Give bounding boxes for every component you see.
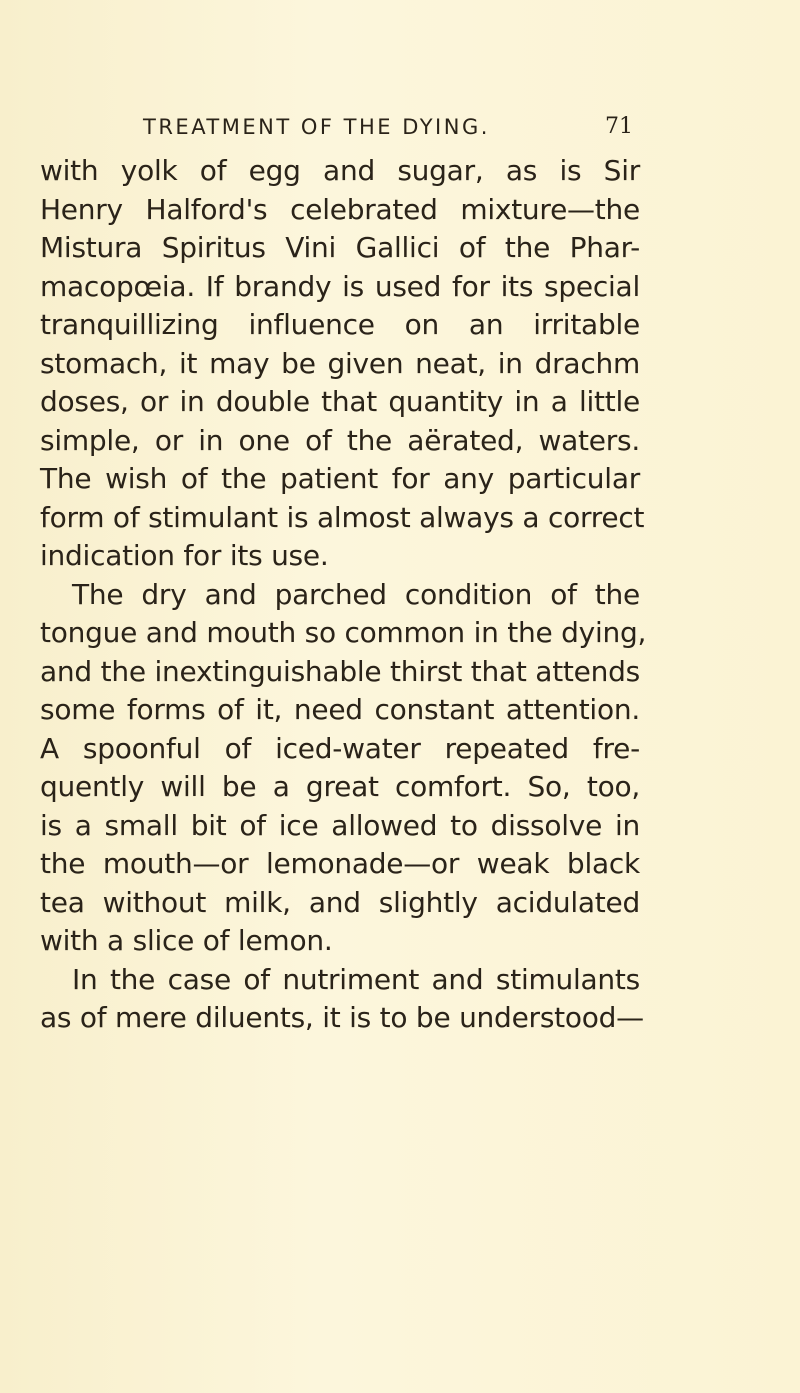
text-line: is a small bit of ice allowed to dissolve in xyxy=(40,808,640,842)
text-line: tranquillizing influence on an irritable xyxy=(40,308,640,341)
text-line: as of mere diluents, it is to be understood— xyxy=(40,1001,644,1034)
text-line: In the case of nutriment and stimulants xyxy=(72,962,640,996)
text-line: tea without milk, and slightly acidulated xyxy=(40,885,640,919)
text-line: Mistura Spiritus Vini Gallici of the Phar- xyxy=(40,231,640,264)
text-line: stomach, it may be given neat, in drachm xyxy=(40,346,640,380)
text-line: with a slice of lemon. xyxy=(40,924,333,957)
text-line: the mouth—or lemonade—or weak black xyxy=(40,847,640,880)
text-line: some forms of it, need constant attention. xyxy=(40,693,640,726)
text-line: form of stimulant is almost always a correct xyxy=(40,500,645,534)
text-line: indication for its use. xyxy=(40,539,329,572)
text-line: The wish of the patient for any particular xyxy=(40,462,640,495)
text-line: A spoonful of iced-water repeated fre- xyxy=(40,731,640,765)
text-line: Henry Halford's celebrated mixture—the xyxy=(40,192,640,226)
text-line: macopœia. If brandy is used for its special xyxy=(40,269,640,303)
text-line: and the inextinguishable thirst that attends xyxy=(40,654,640,688)
running-head xyxy=(143,110,633,144)
page-number: 71 xyxy=(605,114,633,139)
running-title: TREATMENT OF THE DYING. xyxy=(143,115,490,139)
text-line: with yolk of egg and sugar, as is Sir xyxy=(40,154,640,187)
text-line: The dry and parched condition of the xyxy=(72,577,640,611)
body-text xyxy=(40,152,647,1038)
text-line: doses, or in double that quantity in a little xyxy=(40,385,640,418)
text-line: tongue and mouth so common in the dying, xyxy=(40,616,647,649)
text-line: simple, or in one of the aërated, waters. xyxy=(40,423,640,457)
text-line: quently will be a great comfort. So, too, xyxy=(40,770,640,803)
